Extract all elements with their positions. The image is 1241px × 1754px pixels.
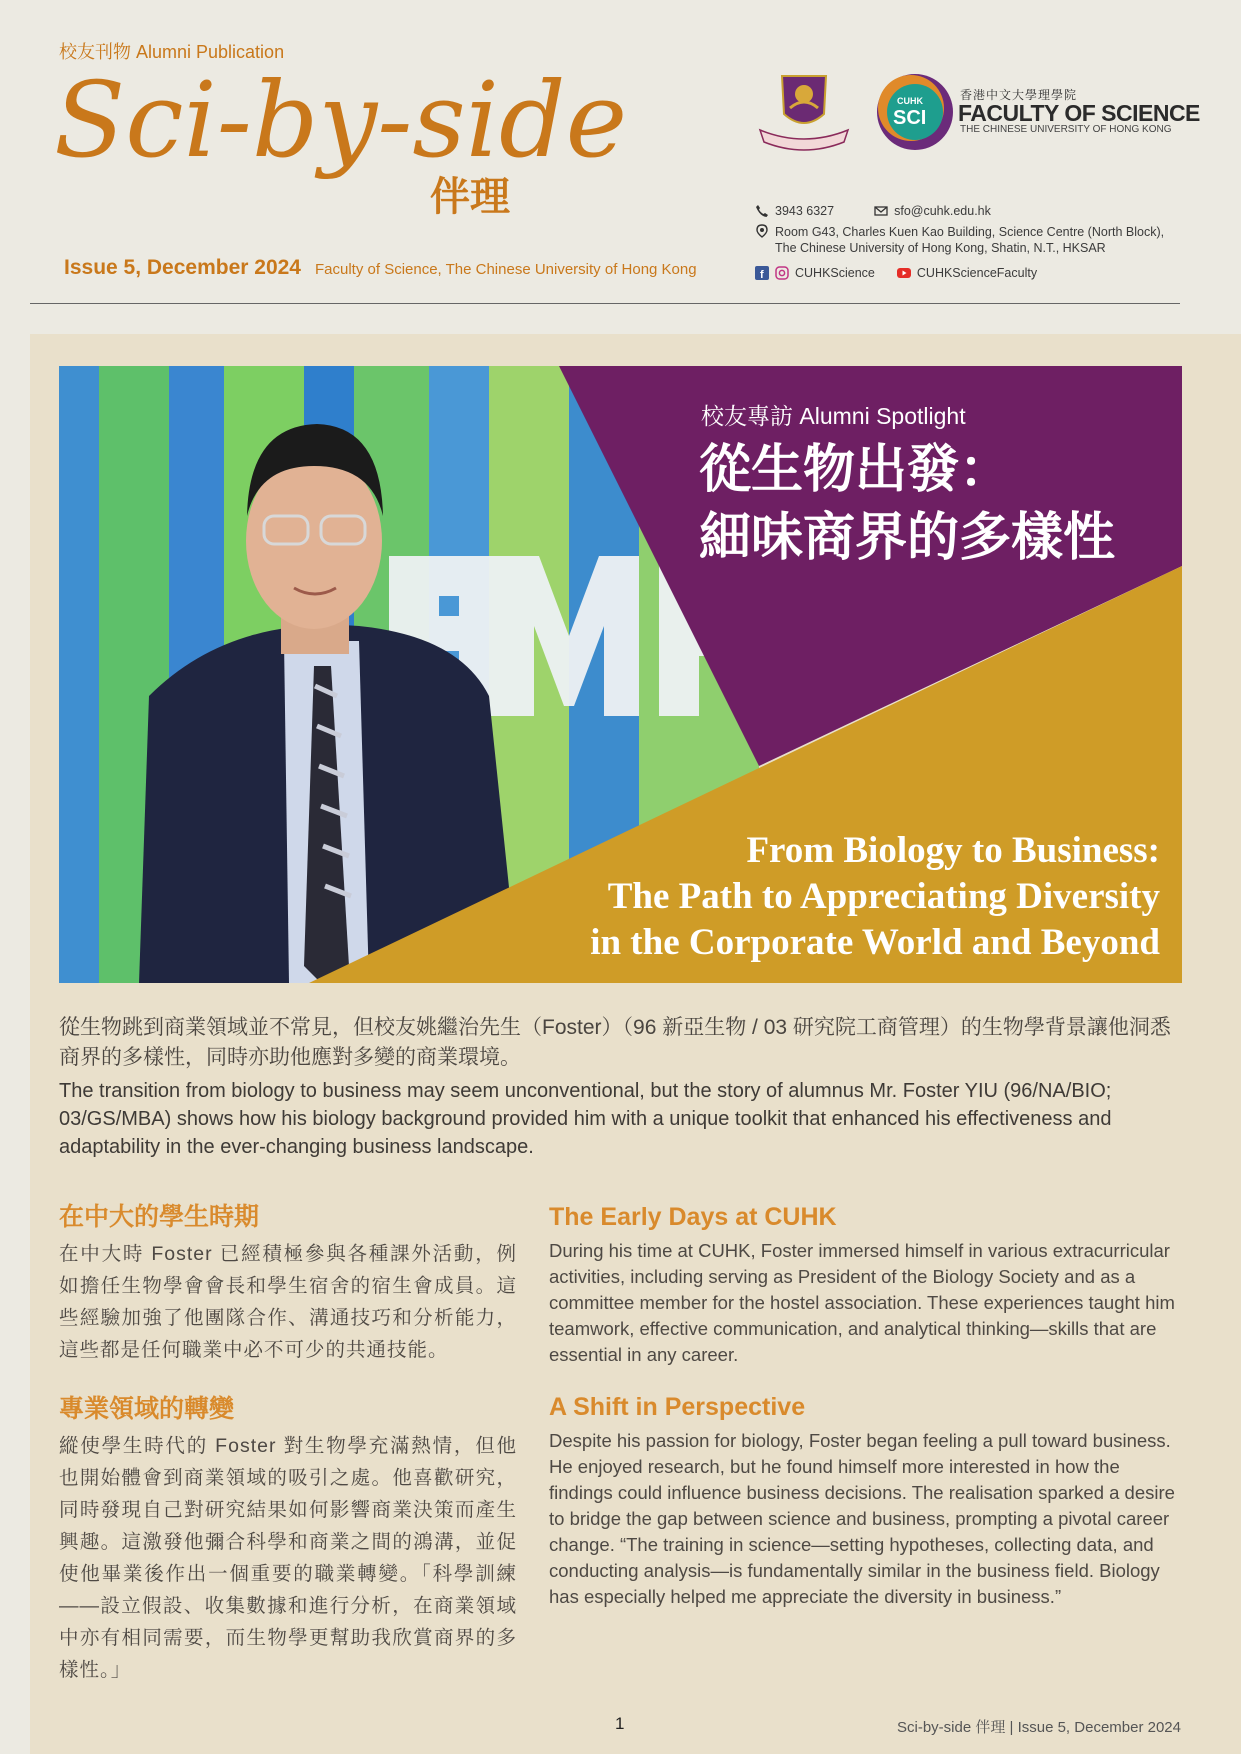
social-handle-youtube[interactable]: CUHKScienceFaculty: [916, 266, 1038, 280]
article-column-cn: [59, 1200, 517, 1686]
hero-title-cn-line2: 細味商界的多樣性: [699, 507, 1116, 568]
youtube-icon[interactable]: [897, 266, 911, 280]
section-body-cn: 在中大時 Foster 已經積極參與各種課外活動，例如擔任生物學會會長和學生宿舍的宿生會成員。這些經驗加強了他團隊合作、溝通技巧和分析能力，這些都是任何職業中必不可少的共通技能。: [59, 1243, 517, 1361]
section-heading-cn: 專業領域的轉變: [59, 1394, 235, 1423]
section-heading-en: The Early Days at CUHK: [549, 1203, 837, 1231]
svg-text:f: f: [760, 269, 764, 280]
section-heading-cn: 在中大的學生時期: [59, 1202, 260, 1231]
intro-paragraph-en: The transition from biology to business may seem unconventional, but the story of alumnus Mr. Foster YIU (96/NA/BIO; 03/GS/MBA) shows how his biology background provided him with a unique toolkit that enhanced his effectiveness and adaptability in the ever-changing business landscape.: [59, 1080, 1112, 1158]
faculty-name-sub: THE CHINESE UNIVERSITY OF HONG KONG: [960, 124, 1172, 135]
phone-icon: [755, 204, 769, 218]
footer-text: Sci-by-side 伴理 | Issue 5, December 2024: [896, 1719, 1181, 1736]
location-pin-icon: [755, 224, 769, 238]
section-body-cn: 縱使學生時代的 Foster 對生物學充滿熱情，但他也開始體會到商業領域的吸引之處。他喜歡研究，同時發現自己對研究結果如何影響商業決策而產生興趣。這激發他彌合科學和商業之間的鴻溝，並促使他畢業後作出一個重要的職業轉變。「科學訓練——設立假設、收集數據和進行分析，在商業領域中亦有相同需要，而生物學更幫助我欣賞商界的多樣性。」: [59, 1435, 517, 1681]
section-body-en: During his time at CUHK, Foster immersed himself in various extracurricular activities, including serving as President of the Biology Society and as a committee member for the hostel association. These experiences taught him teamwork, effective communication, and analytical thinking—skills that are essential in any career.: [549, 1240, 1175, 1365]
hero-banner: [59, 366, 1182, 983]
address-line-2: The Chinese University of Hong Kong, Shatin, N.T., HKSAR: [775, 241, 1106, 255]
hero-title-en-line3: in the Corporate World and Beyond: [590, 922, 1160, 963]
contact-phone[interactable]: 3943 6327: [775, 204, 835, 218]
header-divider: [30, 303, 1180, 304]
email-icon: [874, 204, 888, 218]
contact-social: [755, 266, 1037, 280]
sci-badge-top: CUHK: [897, 96, 923, 106]
contact-email[interactable]: sfo@cuhk.edu.hk: [894, 204, 991, 218]
instagram-icon[interactable]: [775, 266, 789, 280]
intro-paragraph-cn: 從生物跳到商業領域並不常見，但校友姚繼治先生（Foster）（96 新亞生物 / 03 研究院工商管理）的生物學背景讓他洞悉商界的多樣性，同時亦助他應對多變的商業環境。: [59, 1016, 1171, 1069]
hero-title-en: [590, 828, 1160, 966]
faculty-name-en: FACULTY OF SCIENCE: [958, 100, 1200, 126]
issue-label: Issue 5, December 2024: [64, 256, 301, 279]
hero-title-en-line2: The Path to Appreciating Diversity: [607, 876, 1160, 917]
masthead-cn: 伴理: [430, 174, 510, 220]
social-handle-fb-ig[interactable]: CUHKScience: [795, 266, 875, 280]
address-line-1: Room G43, Charles Kuen Kao Building, Science Centre (North Block),: [775, 225, 1165, 239]
hero-title-cn: [699, 436, 1115, 572]
hero-title-en-line1: From Biology to Business:: [746, 830, 1160, 871]
masthead: [52, 58, 672, 238]
contact-phone-email: [755, 204, 991, 218]
masthead-title: Sci-by-side: [54, 59, 628, 181]
faculty-name-cn: 香港中文大學理學院: [960, 88, 1078, 102]
facebook-icon[interactable]: [755, 266, 769, 280]
section-heading-en: A Shift in Perspective: [549, 1393, 806, 1421]
sci-badge-main: SCI: [893, 107, 927, 129]
page-number: 1: [615, 1714, 625, 1733]
publication-label: 校友刊物 Alumni Publication: [59, 42, 285, 62]
section-body-en: Despite his passion for biology, Foster began feeling a pull toward business. He enjoyed research, but he found himself more interested in how the findings could influence business decisions. The realisation sparked a desire to bridge the gap between science and business, prompting a pivotal career change. “The training in science—setting hypotheses, collecting data, and conducting analysis—is fundamentally similar in the business field. Biology has especially helped me appreciate the diversity in business.”: [549, 1430, 1175, 1607]
spotlight-label: 校友專訪 Alumni Spotlight: [701, 403, 966, 429]
faculty-line: Faculty of Science, The Chinese University of Hong Kong: [315, 261, 697, 278]
contact-address: [755, 224, 1164, 256]
cuhk-crest-logo: [754, 70, 854, 154]
article-column-en: [549, 1200, 1185, 1610]
faculty-sci-logo: [875, 72, 955, 152]
hero-title-cn-line1: 從生物出發：: [699, 439, 1012, 500]
